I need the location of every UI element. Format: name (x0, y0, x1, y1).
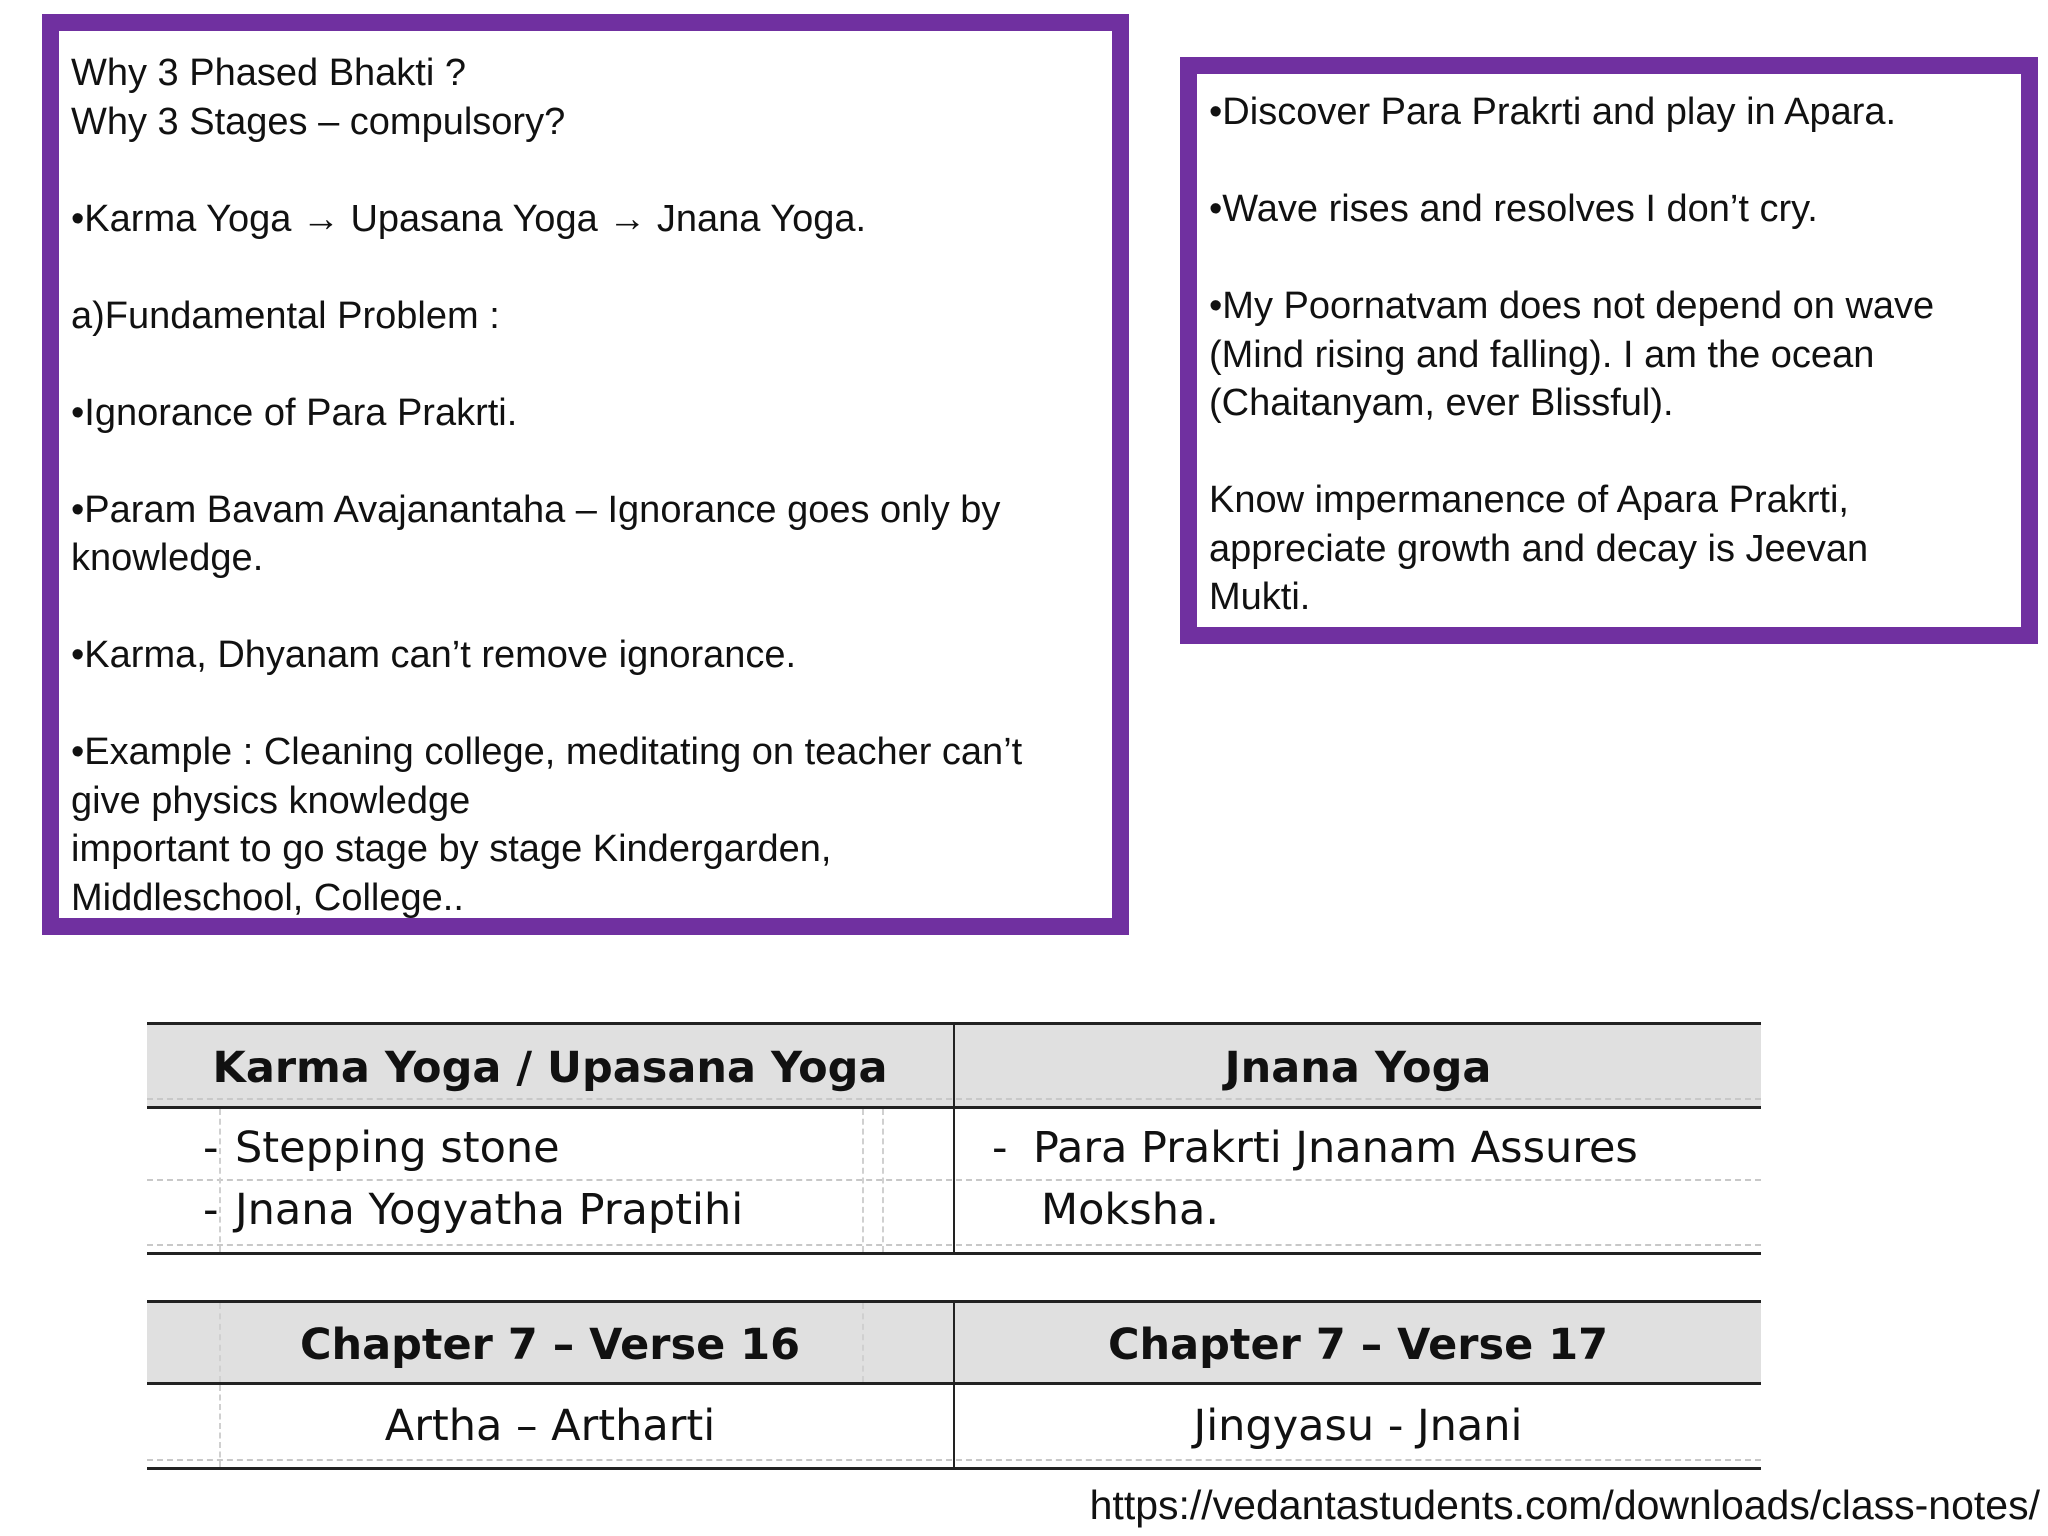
blank-line (1209, 234, 2013, 283)
yoga-comparison-table (147, 1022, 1761, 1255)
text-line: appreciate growth and decay is Jeevan (1209, 527, 1869, 570)
blank-line (71, 583, 1104, 632)
text-line: knowledge. (71, 537, 264, 579)
table2-header-row (147, 1300, 1761, 1385)
blank-line (1209, 428, 2013, 477)
table1-right-line-1: Para Prakrti Jnanam Assures (1033, 1123, 1638, 1173)
text-line: Why 3 Stages – compulsory? (71, 100, 566, 143)
text-line: •Example : Cleaning college, meditating on teacher can’t (71, 731, 1023, 773)
left-box-text (71, 49, 1104, 922)
text-line: •Ignorance of Para Prakrti. (71, 391, 518, 434)
table1-left-item-1: Stepping stone (235, 1123, 560, 1173)
table1-left-dash-1: - (203, 1123, 219, 1173)
text-line: a)Fundamental Problem : (71, 294, 500, 337)
right-text-box (1180, 57, 2038, 644)
right-box-text (1209, 88, 2013, 622)
table1-body-row (147, 1109, 1761, 1255)
text-line: (Mind rising and falling). I am the ocean (1209, 333, 1875, 376)
blank-line (71, 437, 1104, 486)
table2-header-left: Chapter 7 – Verse 16 (299, 1320, 801, 1370)
table2-cell-right: Jingyasu - Jnani (1193, 1401, 1523, 1451)
verse-table (147, 1300, 1761, 1470)
table1-right-dash: - (992, 1123, 1008, 1173)
table1-header-right: Jnana Yoga (1224, 1043, 1492, 1093)
table2-header-right: Chapter 7 – Verse 17 (1107, 1320, 1609, 1370)
blank-line (1209, 137, 2013, 186)
text-line: important to go stage by stage Kindergarden, (71, 828, 832, 870)
table1-header-row (147, 1022, 1761, 1109)
blank-line (71, 680, 1104, 729)
blank-line (71, 243, 1104, 292)
text-line: •Wave rises and resolves I don’t cry. (1209, 188, 1818, 230)
table2-cell-left: Artha – Artharti (384, 1401, 716, 1451)
table1-right-line-2: Moksha. (1041, 1185, 1219, 1235)
left-text-box (42, 14, 1129, 935)
text-line: •Param Bavam Avajanantaha – Ignorance goes only by (71, 488, 1001, 531)
blank-line (71, 146, 1104, 195)
table2-body-row (147, 1385, 1761, 1470)
text-line: •My Poornatvam does not depend on wave (1209, 285, 1935, 327)
text-line: •Karma, Dhyanam can’t remove ignorance. (71, 634, 797, 676)
table1-header-left: Karma Yoga / Upasana Yoga (212, 1043, 888, 1093)
table1-left-dash-2: - (203, 1185, 219, 1235)
blank-line (71, 340, 1104, 389)
text-line: Middleschool, College.. (71, 876, 464, 919)
class-notes-link[interactable]: https://vedantastudents.com/downloads/class-notes/ (1089, 1482, 2040, 1528)
text-line: Mukti. (1209, 576, 1311, 618)
table1-left-item-2: Jnana Yogyatha Praptihi (235, 1185, 744, 1235)
text-line: •Karma Yoga → Upasana Yoga → Jnana Yoga. (71, 197, 867, 240)
text-line: (Chaitanyam, ever Blissful). (1209, 382, 1674, 424)
text-line: give physics knowledge (71, 779, 471, 822)
text-line: Why 3 Phased Bhakti ? (71, 52, 466, 94)
text-line: Know impermanence of Apara Prakrti, (1209, 479, 1849, 521)
text-line: •Discover Para Prakrti and play in Apara. (1209, 91, 1897, 133)
